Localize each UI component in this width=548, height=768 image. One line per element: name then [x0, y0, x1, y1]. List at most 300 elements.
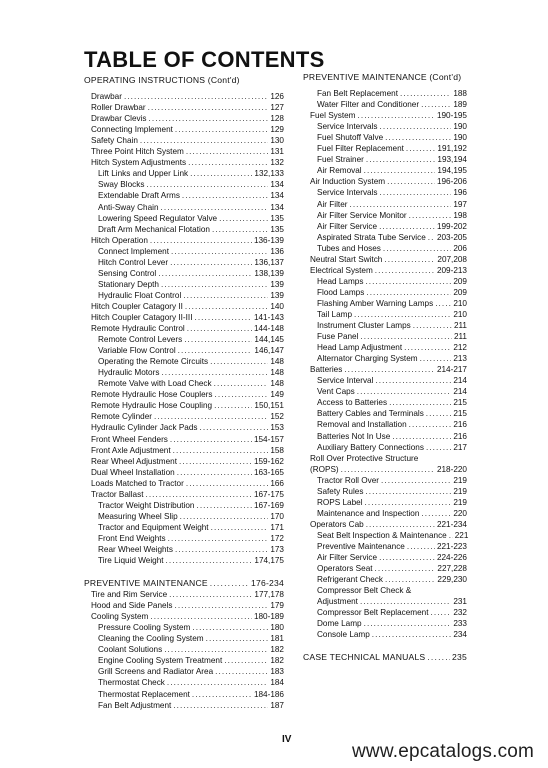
toc-entry[interactable]: [303, 298, 467, 309]
toc-entry[interactable]: [303, 375, 467, 386]
toc-entry-label: Hydraulic Motors: [98, 368, 160, 378]
toc-entry-page: 215: [453, 409, 467, 419]
toc-entry[interactable]: [303, 265, 467, 276]
toc-entry[interactable]: [84, 700, 284, 711]
toc-entry[interactable]: [84, 345, 284, 356]
toc-entry[interactable]: [303, 199, 467, 210]
toc-entry-page: 148: [270, 379, 284, 389]
dot-leader: [146, 179, 268, 190]
toc-entry-label: Tractor Ballast: [91, 489, 144, 499]
toc-entry[interactable]: [84, 389, 284, 400]
toc-entry[interactable]: [84, 102, 284, 113]
toc-entry[interactable]: [303, 331, 467, 342]
toc-entry-page: 136: [270, 246, 284, 256]
dot-leader: [406, 143, 435, 154]
toc-right-entries: [303, 88, 467, 640]
toc-entry[interactable]: [303, 618, 467, 629]
toc-entry-page: 231: [453, 597, 467, 607]
toc-entry[interactable]: [303, 475, 467, 486]
toc-entry[interactable]: [84, 279, 284, 290]
toc-entry-page: 217: [453, 442, 467, 452]
toc-entry[interactable]: [84, 467, 284, 478]
dot-leader: [180, 511, 269, 522]
toc-entry-label: Sensing Control: [98, 268, 157, 278]
toc-entry[interactable]: [84, 334, 284, 345]
toc-entry-page: 140: [270, 301, 284, 311]
toc-entry[interactable]: [84, 666, 284, 677]
toc-entry-label: Dual Wheel Installation: [91, 467, 175, 477]
toc-entry[interactable]: [84, 179, 284, 190]
toc-entry-label: Safety Chain: [91, 136, 138, 146]
toc-entry[interactable]: [303, 232, 467, 243]
toc-entry-label: Fuel Shutoff Valve: [317, 133, 384, 143]
toc-entry[interactable]: [303, 431, 467, 442]
toc-entry[interactable]: [303, 508, 467, 519]
dot-leader: [186, 146, 269, 157]
toc-entry-page: 172: [270, 533, 284, 543]
dot-leader: [385, 574, 435, 585]
toc-entry-page: 138,139: [254, 268, 284, 278]
toc-entry-page: 215: [453, 398, 467, 408]
toc-entry-page: 229,230: [437, 575, 467, 585]
dot-leader: [409, 419, 452, 430]
toc-entry-label: Rear Wheel Adjustment: [91, 456, 178, 466]
toc-entry[interactable]: [84, 268, 284, 279]
dot-leader: [426, 408, 452, 419]
toc-entry-page: 127: [270, 103, 284, 113]
dot-leader: [145, 489, 251, 500]
toc-entry-page: 219: [453, 475, 467, 485]
toc-entry-page: 148: [270, 357, 284, 367]
toc-entry-page: 135: [270, 224, 284, 234]
toc-entry-label: (ROPS): [310, 464, 339, 474]
toc-entry[interactable]: [84, 235, 284, 246]
toc-left-column: [84, 75, 284, 711]
toc-entry-page: 170: [270, 511, 284, 521]
toc-entry[interactable]: [303, 486, 467, 497]
dot-leader: [196, 500, 251, 511]
toc-entry-label: Remote Hydraulic Hose Couplers: [91, 390, 213, 400]
toc-entry-page: 190: [453, 133, 467, 143]
dot-leader: [179, 456, 252, 467]
toc-entry[interactable]: [303, 121, 467, 132]
toc-entry[interactable]: [84, 622, 284, 633]
toc-entry-page: 206: [453, 243, 467, 253]
toc-entry[interactable]: [84, 356, 284, 367]
dot-leader: [219, 213, 268, 224]
dot-leader: [140, 135, 268, 146]
toc-entry-label: Connecting Implement: [91, 125, 173, 135]
toc-entry-page: 158: [270, 445, 284, 455]
toc-entry[interactable]: [303, 541, 467, 552]
toc-entry-page: 196-206: [436, 177, 467, 187]
toc-entry-page: 167-175: [253, 489, 284, 499]
toc-entry-label: Drawbar: [91, 92, 122, 102]
toc-entry[interactable]: [84, 422, 284, 433]
toc-entry-case-manuals[interactable]: [303, 652, 467, 663]
toc-entry-label: Loads Matched to Tractor: [91, 478, 184, 488]
toc-entry[interactable]: [84, 544, 284, 555]
watermark-text: www.epcatalogs.com: [352, 741, 535, 762]
toc-entry-page: 139: [270, 290, 284, 300]
toc-entry[interactable]: [303, 110, 467, 121]
toc-entry-page: 218-220: [436, 464, 467, 474]
toc-left-entries: [84, 91, 284, 566]
page-number: IV: [282, 734, 292, 745]
toc-entry[interactable]: [303, 419, 467, 430]
toc-entry-page: 191,192: [437, 144, 467, 154]
toc-left-entries-2: [84, 589, 284, 711]
toc-entry[interactable]: [303, 165, 467, 176]
toc-entry-label: Hydraulic Float Control: [98, 290, 182, 300]
toc-entry-page: 211: [453, 332, 467, 342]
toc-entry[interactable]: [84, 168, 284, 179]
toc-entry[interactable]: [84, 190, 284, 201]
dot-leader: [375, 563, 436, 574]
dot-leader: [210, 356, 268, 367]
dot-leader: [379, 221, 435, 232]
dot-leader: [421, 99, 451, 110]
toc-entry[interactable]: [84, 124, 284, 135]
toc-entry-page: 184: [270, 678, 284, 688]
toc-entry[interactable]: [84, 533, 284, 544]
toc-entry-page: 132,133: [254, 169, 284, 179]
toc-entry[interactable]: [303, 519, 467, 530]
toc-entry[interactable]: [84, 301, 284, 312]
toc-entry[interactable]: [84, 202, 284, 213]
toc-entry[interactable]: [84, 224, 284, 235]
toc-entry[interactable]: [84, 600, 284, 611]
toc-entry-label: Roller Drawbar: [91, 103, 146, 113]
toc-entry[interactable]: [84, 257, 284, 268]
toc-entry[interactable]: [84, 511, 284, 522]
dot-leader: [389, 397, 451, 408]
toc-entry-label: Alternator Charging System: [317, 354, 418, 364]
toc-entry[interactable]: [303, 386, 467, 397]
toc-entry-label: Hitch Control Lever: [98, 257, 169, 267]
toc-entry-label: Seat Belt Inspection & Maintenance: [317, 530, 447, 540]
toc-entry-label: Fuel System: [310, 111, 356, 121]
toc-entry-page: 214: [453, 376, 467, 386]
dot-leader: [185, 301, 268, 312]
toc-entry-page: 159-162: [253, 456, 284, 466]
toc-entry-page: 126: [270, 92, 284, 102]
dot-leader: [379, 552, 435, 563]
toc-entry-page: 213: [453, 354, 467, 364]
toc-entry[interactable]: [84, 500, 284, 511]
toc-entry[interactable]: [84, 489, 284, 500]
toc-entry-page: 197: [453, 199, 467, 209]
dot-leader: [420, 353, 452, 364]
dot-leader: [364, 165, 436, 176]
dot-leader: [212, 224, 268, 235]
toc-entry[interactable]: [303, 596, 467, 607]
toc-entry-page: 207,208: [437, 254, 467, 264]
toc-entry-label: Draft Arm Mechanical Flotation: [98, 224, 210, 234]
toc-entry-page: 224-226: [436, 553, 467, 563]
toc-entry-page: 177,178: [254, 590, 284, 600]
dot-leader: [206, 633, 269, 644]
dot-leader: [426, 442, 451, 453]
dot-leader: [364, 618, 452, 629]
toc-entry-page: 148: [270, 368, 284, 378]
toc-entry[interactable]: [303, 276, 467, 287]
dot-leader: [211, 522, 269, 533]
toc-entry[interactable]: [84, 400, 284, 411]
dot-leader: [427, 652, 450, 663]
dot-leader: [192, 689, 252, 700]
toc-entry-label: Batteries Not In Use: [317, 431, 391, 441]
toc-entry[interactable]: [84, 113, 284, 124]
toc-entry-page: 166: [270, 478, 284, 488]
dot-leader: [167, 677, 268, 688]
dot-leader: [173, 700, 268, 711]
toc-entry-label: Air Induction System: [310, 177, 386, 187]
toc-entry[interactable]: [303, 408, 467, 419]
toc-entry[interactable]: [303, 287, 467, 298]
toc-entry[interactable]: [84, 677, 284, 688]
dot-leader: [168, 533, 269, 544]
dot-leader: [365, 486, 451, 497]
toc-entry-label: Refrigerant Check: [317, 575, 383, 585]
dot-leader: [421, 508, 451, 519]
toc-entry[interactable]: [303, 464, 467, 475]
toc-entry[interactable]: [303, 154, 467, 165]
section-header-preventive[interactable]: [84, 578, 284, 589]
toc-entry-page: 144-148: [253, 324, 284, 334]
toc-entry-page: 211: [453, 321, 467, 331]
toc-entry-page: 182: [270, 645, 284, 655]
toc-entry[interactable]: [303, 143, 467, 154]
dot-leader: [366, 154, 436, 165]
toc-entry[interactable]: [303, 309, 467, 320]
dot-leader: [187, 323, 252, 334]
dot-leader: [150, 235, 252, 246]
toc-entry-label: Front End Weights: [98, 533, 166, 543]
toc-entry[interactable]: [303, 221, 467, 232]
dot-leader: [380, 121, 452, 132]
toc-entry[interactable]: [84, 312, 284, 323]
toc-entry[interactable]: [303, 210, 467, 221]
toc-entry[interactable]: [303, 353, 467, 364]
toc-entry[interactable]: [303, 497, 467, 508]
dot-leader: [184, 334, 252, 345]
toc-entry-page: 214: [453, 387, 467, 397]
toc-entry[interactable]: [303, 254, 467, 265]
toc-entry[interactable]: [303, 574, 467, 585]
toc-entry[interactable]: [84, 589, 284, 600]
dot-leader: [177, 467, 252, 478]
toc-entry[interactable]: [84, 157, 284, 168]
dot-leader: [171, 246, 268, 257]
toc-entry-label: Connect Implement: [98, 246, 169, 256]
dot-leader: [161, 202, 269, 213]
toc-entry[interactable]: [303, 585, 467, 596]
toc-entry-page: 182: [270, 656, 284, 666]
dot-leader: [175, 544, 268, 555]
toc-entry-label: Tractor Weight Distribution: [98, 500, 195, 510]
toc-entry-label: Safety Rules: [317, 486, 364, 496]
toc-entry-page: 190-195: [436, 111, 467, 121]
toc-entry[interactable]: [303, 563, 467, 574]
toc-entry-label: Remote Valve with Load Check: [98, 379, 212, 389]
dot-leader: [357, 386, 452, 397]
toc-entry-page: 209: [453, 276, 467, 286]
toc-entry-label: Water Filter and Conditioner: [317, 100, 420, 110]
toc-entry-page: 180-189: [253, 612, 284, 622]
toc-entry[interactable]: [84, 367, 284, 378]
toc-entry[interactable]: [84, 323, 284, 334]
toc-entry[interactable]: [84, 611, 284, 622]
dot-leader: [188, 157, 268, 168]
toc-entry[interactable]: [84, 135, 284, 146]
toc-entry-page: 221-234: [436, 519, 467, 529]
dot-leader: [400, 88, 451, 99]
toc-entry[interactable]: [303, 187, 467, 198]
toc-entry-page: 234: [453, 630, 467, 640]
dot-leader: [161, 279, 268, 290]
toc-entry-page: 216: [453, 420, 467, 430]
dot-leader: [428, 232, 435, 243]
toc-entry[interactable]: [303, 320, 467, 331]
toc-entry-page: 227,228: [437, 564, 467, 574]
toc-entry-label: Remote Hydraulic Hose Coupling: [91, 401, 213, 411]
toc-entry-page: 129: [270, 125, 284, 135]
dot-leader: [344, 364, 435, 375]
toc-entry-label: Remote Cylinder: [91, 412, 152, 422]
toc-entry-page: 189: [453, 100, 467, 110]
toc-entry-label: Hitch Coupler Catagory II: [91, 301, 183, 311]
toc-entry[interactable]: [84, 290, 284, 301]
toc-entry[interactable]: [303, 342, 467, 353]
dot-leader: [124, 91, 268, 102]
toc-entry-page: 174,175: [254, 556, 284, 566]
toc-entry[interactable]: [303, 364, 467, 375]
toc-entry-label: Remote Control Levers: [98, 335, 183, 345]
toc-entry[interactable]: [303, 442, 467, 453]
toc-entry[interactable]: [84, 633, 284, 644]
toc-entry-page: 131: [270, 147, 284, 157]
toc-entry[interactable]: [303, 552, 467, 563]
toc-entry-label: Measuring Wheel Slip: [98, 511, 178, 521]
toc-entry-label: Dome Lamp: [317, 619, 362, 629]
toc-entry-label: Hood and Side Panels: [91, 601, 173, 611]
toc-entry-page: 209: [453, 287, 467, 297]
toc-entry[interactable]: [84, 456, 284, 467]
toc-entry-page: 203-205: [436, 232, 467, 242]
dot-leader: [164, 644, 268, 655]
section-header-preventive-contd: PREVENTIVE MAINTENANCE (Cont'd): [303, 72, 462, 82]
toc-entry[interactable]: [303, 88, 467, 99]
dot-leader: [360, 596, 451, 607]
dot-leader: [161, 367, 268, 378]
toc-entry[interactable]: [84, 213, 284, 224]
toc-entry-label: PREVENTIVE MAINTENANCE: [84, 578, 208, 589]
toc-entry-page: 163-165: [253, 467, 284, 477]
toc-entry-page: 233: [453, 619, 467, 629]
dot-leader: [407, 541, 435, 552]
toc-entry-page: 184-186: [253, 689, 284, 699]
toc-entry-page: 219: [453, 497, 467, 507]
dot-leader: [215, 666, 268, 677]
toc-entry[interactable]: [303, 132, 467, 143]
dot-leader: [365, 276, 451, 287]
toc-entry[interactable]: [84, 434, 284, 445]
toc-entry-label: Engine Cooling System Treatment: [98, 656, 223, 666]
toc-entry-page: 136-139: [253, 235, 284, 245]
toc-entry[interactable]: [84, 91, 284, 102]
toc-entry[interactable]: [84, 411, 284, 422]
toc-entry-label: Instrument Cluster Lamps: [317, 321, 411, 331]
toc-entry[interactable]: [84, 644, 284, 655]
toc-entry[interactable]: [303, 176, 467, 187]
toc-entry-label: Removal and Installation: [317, 420, 407, 430]
toc-entry[interactable]: [84, 522, 284, 533]
toc-entry[interactable]: [303, 530, 467, 541]
toc-entry-page: 214-217: [436, 365, 467, 375]
toc-entry-label: Lowering Speed Regulator Valve: [98, 213, 218, 223]
dot-leader: [372, 629, 452, 640]
toc-entry[interactable]: [84, 378, 284, 389]
toc-entry-page: 210: [453, 298, 467, 308]
dot-leader: [404, 342, 451, 353]
dot-leader: [214, 378, 269, 389]
toc-entry-label: Head Lamp Adjustment: [317, 343, 403, 353]
dot-leader: [149, 113, 269, 124]
toc-entry-label: Air Filter Service Monitor: [317, 210, 407, 220]
toc-entry-label: Tractor Roll Over: [317, 475, 380, 485]
dot-leader: [380, 187, 452, 198]
toc-entry-page: 196: [453, 188, 467, 198]
toc-entry-page: 190: [453, 122, 467, 132]
dot-leader: [170, 257, 252, 268]
toc-entry[interactable]: [84, 478, 284, 489]
dot-leader: [166, 555, 253, 566]
toc-entry[interactable]: [303, 397, 467, 408]
toc-entry[interactable]: [84, 445, 284, 456]
toc-entry[interactable]: [84, 555, 284, 566]
toc-entry[interactable]: [303, 99, 467, 110]
toc-entry[interactable]: [303, 453, 467, 464]
toc-entry[interactable]: [84, 655, 284, 666]
toc-entry-label: Head Lamps: [317, 276, 364, 286]
toc-entry-label: Fuel Strainer: [317, 155, 364, 165]
toc-entry[interactable]: [303, 243, 467, 254]
dot-leader: [224, 655, 268, 666]
toc-entry-label: Front Axle Adjustment: [91, 445, 171, 455]
toc-entry-page: 179: [270, 601, 284, 611]
toc-entry[interactable]: [84, 246, 284, 257]
toc-entry-label: Neutral Start Switch: [310, 254, 383, 264]
toc-entry[interactable]: [84, 689, 284, 700]
toc-entry-page: 146,147: [254, 346, 284, 356]
toc-entry[interactable]: [303, 629, 467, 640]
toc-entry-page: 193,194: [437, 155, 467, 165]
toc-entry-label: Air Filter Service: [317, 221, 378, 231]
toc-entry[interactable]: [84, 146, 284, 157]
toc-entry-label: Extendable Draft Arms: [98, 191, 180, 201]
toc-entry-page: 176-234: [251, 578, 284, 589]
toc-entry-label: Access to Batteries: [317, 398, 388, 408]
toc-entry-label: Hydraulic Cylinder Jack Pads: [91, 423, 198, 433]
toc-entry-page: 199-202: [436, 221, 467, 231]
toc-entry[interactable]: [303, 607, 467, 618]
toc-entry-label: Hitch Operation: [91, 235, 148, 245]
dot-leader: [384, 254, 435, 265]
toc-entry-label: Stationary Depth: [98, 279, 159, 289]
dot-leader: [174, 600, 268, 611]
toc-entry-page: 221: [454, 530, 469, 540]
